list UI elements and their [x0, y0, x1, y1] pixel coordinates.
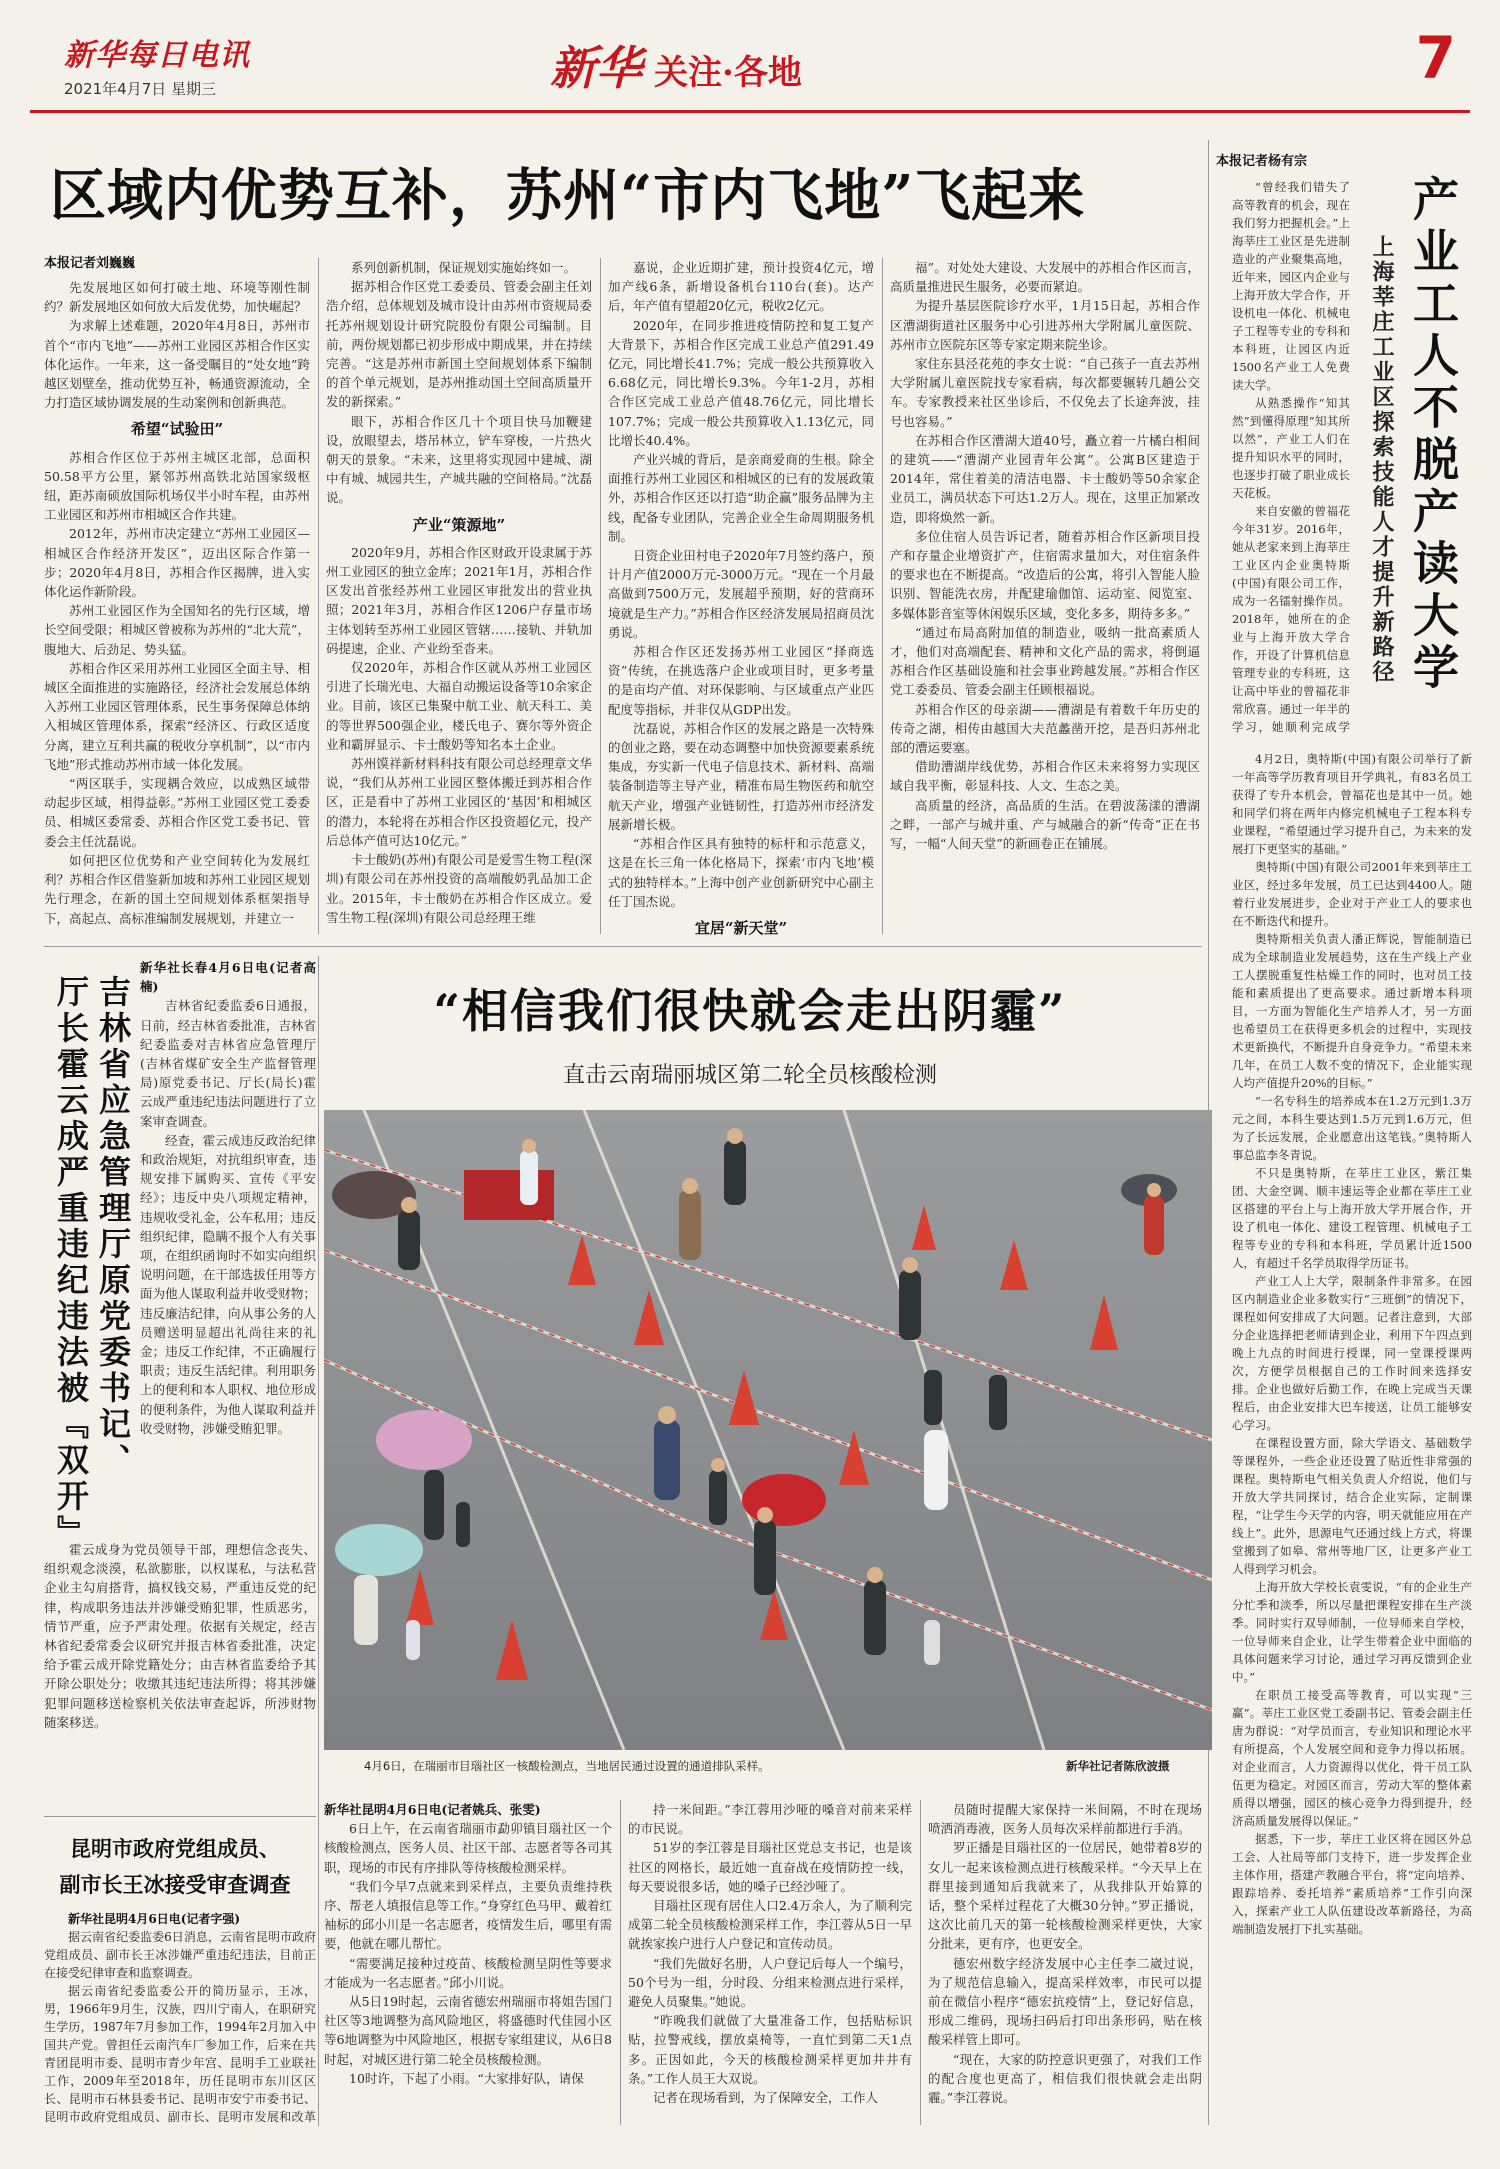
kunming-lead	[44, 1910, 316, 1928]
paragraph: 经查，霍云成违反政治纪律和政治规矩，对抗组织审查，违规安排下属购买、宣传《平安经》；违反中央八项规定精神，违规收受礼金，公车私用；违反组织纪律，隐瞒不报个人有关事项，在组织函询时不如实向组织说明问题，在干部选拔任用等方面为他人谋取利益并收受财物；违反廉洁纪律，向从事公务的人员赠送明显超出礼尚往来的礼金；违反工作纪律，不正确履行职责；违反生活纪律。利用职务上的便利和本人职权、地位形成的便利条件，为他人谋取利益并收受财物，涉嫌受贿犯罪。	[140, 1132, 316, 1436]
col-divider	[882, 258, 883, 934]
col-divider	[600, 258, 601, 934]
paragraph: “我们今早7点就来到采样点，主要负责维持秩序、帮老人填报信息等工作。”身穿红色马甲、戴着红袖标的邱小川是一名志愿者，疫情发生后，哪里有需要，他就在哪儿帮忙。	[324, 1878, 612, 1952]
paragraph: 奥特斯(中国)有限公司2001年来到莘庄工业区，经过多年发展，员工已达到4400人。随着行业发展进步，企业对于产业工人的要求也在不断迭代和提升。	[1232, 860, 1472, 928]
photo-story-col-1	[324, 1800, 612, 2125]
paragraph: 德宏州数字经济发展中心主任李二崴过说，为了规范信息输入，提高采样效率，市民可以提前在微信小程序“德宏抗疫情”上，登记好信息，形成二维码，现场扫码后打印出条形码，贴在核酸采样管上即可。	[928, 1955, 1202, 2048]
jilin-paras-bottom	[44, 1540, 316, 1732]
paragraph: “曾经我们错失了高等教育的机会，现在我们努力把握机会。”上海莘庄工业区是先进制造业的产业聚集高地，近年来，园区内企业与上海开放大学合作，开设机电一体化、机械电子工程等专业的专科和本科班，让园区内近1500名产业工人免费读大学。	[1232, 180, 1350, 392]
col-divider	[620, 1800, 621, 2125]
jilin-col-top	[140, 958, 316, 1540]
subhead-trial-field: 希望“试验田”	[130, 420, 224, 439]
main-byline: 本报记者刘巍巍	[44, 256, 136, 271]
paragraph: 2020年，在同步推进疫情防控和复工复产大背景下，苏相合作区完成工业总产值291.49亿元，同比增长41.7%；完成一般公共预算收入6.68亿元，同比增长9.3%。今年1-2月，苏相合作区完成工业总产值48.76亿元，同比增长107.7%；完成一般公共预算收入1.13亿元，同比增长40.4%。	[608, 317, 874, 448]
side-subheadline: 上海莘庄工业区探索技能人才提升新路径	[1369, 235, 1395, 685]
paragraph: 高质量的经济，高品质的生活。在碧波荡漾的漕湖之畔，一部产与城并重、产与城融合的新“传奇”正在书写，一幅“人间天堂”的新画卷正在铺展。	[890, 797, 1200, 852]
main-headline: 区域内优势互补，苏州“市内飞地”飞起来	[50, 163, 1086, 229]
paragraph: “现在，大家的防控意识更强了，对我们工作的配合度也更高了，相信我们很快就会走出阴霾。”李江蓉说。	[928, 2051, 1202, 2106]
side-byline: 本报记者杨有宗	[1216, 154, 1308, 169]
col-divider	[318, 956, 319, 2126]
main-col-2	[326, 258, 592, 938]
page-number: 7	[1415, 24, 1456, 92]
section-divider	[44, 1816, 316, 1817]
jilin-dateline: 新华社长春4月6日电(记者高楠)	[140, 960, 316, 995]
paragraph: 眼下，苏相合作区几十个项目快马加鞭建设，放眼望去，塔吊林立，铲车穿梭，一片热火朝天的景象。“未来，这里将实现园中建城、湖中有城、城园共生，产城共融的空间格局。”沈磊说。	[326, 413, 592, 506]
side-headline: 产业工人不脱产读大学	[1406, 175, 1460, 695]
paragraph: 借助漕湖岸线优势，苏相合作区未来将努力实现区域自我平衡，彰显科技、人文、生态之美。	[890, 759, 1200, 794]
photo-story-dateline: 新华社昆明4月6日电(记者姚兵、张雯)	[324, 1802, 541, 1817]
col-divider	[318, 258, 319, 934]
paragraph: “我们先做好名册，人户登记后每人一个编号，50个号为一组，分时段、分组来检测点进行采样，避免人员聚集。”她说。	[628, 1955, 912, 2010]
paragraph: 多位住宿人员告诉记者，随着苏相合作区新项目投产和存量企业增资扩产，住宿需求量加大，对住宿条件的要求也在不断提高。“改造后的公寓，将引入智能人脸识别、智能洗衣房，并配建瑜伽馆、运动室、阅览室、多媒体影音室等休闲娱乐区域，变化多多，期待多多。”	[890, 528, 1200, 621]
paragraph: 据云南省纪委监委公开的简历显示，王冰，男，1966年9月生，汉族，四川宁南人，在职研究生学历，1987年7月参加工作，1994年2月加入中国共产党。曾担任云南汽车厂参加工作，后来在共青团昆明市委、昆明市青少年宫、昆明手工业联社工作，2009年至2018年，历任昆明市东川区区长、昆明市石林县委书记、昆明市安宁市委书记、昆明市政府党组成员、副市长、昆明市发展和改革	[44, 1984, 316, 2124]
paragraph: 卡士酸奶(苏州)有限公司是爱雪生物工程(深圳)有限公司在苏州投资的高端酸奶乳品加工企业。2015年，卡士酸奶在苏相合作区成立。爱雪生物工程(深圳)有限公司总经理王维	[326, 852, 592, 925]
kunming-title-line1: 昆明市政府党组成员、	[70, 1836, 280, 1861]
photo-story-subheadline: 直击云南瑞丽城区第二轮全员核酸检测	[562, 1063, 937, 1088]
subhead-industry-source: 产业“策源地”	[412, 515, 506, 534]
subhead-new-paradise: 宜居“新天堂”	[694, 918, 788, 937]
paragraph: 不只是奥特斯，在莘庄工业区，紫江集团、大金空调、顺丰速运等企业都在莘庄工业区搭建的平台上与上海开放大学开展合作，开设了机电一体化、建设工程管理、机械电子工程等专业的专科和本科班，学员累计近1500人，有超过千名学员取得学历证书。	[1232, 1166, 1472, 1270]
paragraph: 系列创新机制，保证规划实施始终如一。	[351, 260, 577, 275]
paragraph: 51岁的李江蓉是目瑙社区党总支书记，也是该社区的网格长，最近她一直奋战在疫情防控一线，每天要说很多话，她的嗓子已经沙哑了。	[628, 1840, 912, 1894]
masthead-brand-small: 新华每日电讯	[64, 38, 250, 73]
jilin-paras-top	[140, 996, 316, 1438]
paragraph: “昨晚我们就做了大量准备工作，包括贴标识贴，拉警戒线，摆放桌椅等，一直忙到第二天1点多。正因如此，今天的核酸检测采样更加井井有条。”工作人员王大双说。	[628, 2013, 912, 2086]
paragraph: 苏相合作区还发扬苏州工业园区“择商选资”传统，在挑选落户企业或项目时，更多考量的是亩均产值、对环保影响、与区域重点产业匹配度等指标，并非仅从GDP出发。	[608, 644, 874, 717]
kunming-title-line2: 副市长王冰接受审查调查	[59, 1872, 291, 1897]
paragraph: “需要满足接种过疫苗、核酸检测呈阴性等要求才能成为一名志愿者。”邱小川说。	[324, 1955, 612, 1990]
main-col2b-paras	[326, 543, 592, 927]
paragraph: 仅2020年，苏相合作区就从苏州工业园区引进了长瑞光电、大福自动搬运设备等10余家企业。目前，该区已集聚中航工业、航天科工、美的等世界500强企业，楼氏电子、赛尔等外资企业和霸屏显示、卡士酸奶等知名本土企业。	[326, 660, 592, 752]
paragraph: 苏州馍祥新材料科技有限公司总经理章文华说，“我们从苏州工业园区整体搬迁到苏相合作区，正是看中了苏州工业园区的‘基因’和相城区的潜力，本轮将在苏相合作区投资超亿元，投产后总体产值可达10亿元。”	[326, 756, 592, 848]
masthead	[30, 22, 1470, 112]
col-divider	[920, 1800, 921, 2125]
masthead-left	[64, 30, 250, 99]
photo-illustration	[324, 1110, 1212, 1750]
main-col3-paras	[608, 258, 874, 911]
paragraph: 在职员工接受高等教育，可以实现“三赢”。莘庄工业区党工委副书记、管委会副主任唐为群说：“对学员而言，专业知识和理论水平有所提高，个人发展空间和竞争力得以拓展。对企业而言，人力资源得以优化，骨干员工队伍更为稳定。对园区而言，劳动大军的整体素质得以增强，园区的核心竞争力得到提升，经济高质量发展得以保证。”	[1232, 1688, 1472, 1828]
paragraph: 从熟悉操作“知其然”到懂得原理“知其所以然”，产业工人们在提升知识水平的同时，也逐步打破了职业成长天花板。	[1232, 396, 1350, 500]
main-col4-paras	[890, 258, 1200, 853]
main-col-1	[44, 278, 310, 938]
paragraph: “通过布局高附加值的制造业，吸纳一批高素质人才，他们对高端配套、精神和文化产品的需求，将倒逼苏相合作区基础设施和社会事业跨越发展。”苏相合作区党工委委员、管委会副主任顾根福说。	[890, 624, 1200, 698]
paragraph: 为求解上述难题，2020年4月8日，苏州市首个“市内飞地”——苏州工业园区苏相合作区实体化运作。一年来，这一备受瞩目的“处女地”跨越区划壁垒，推动优势互补，畅通资源流动，全力打造区域协调发展的生动案例和创新典范。	[44, 318, 310, 411]
paragraph: 10时许，下起了小雨。“大家排好队，请保	[349, 2070, 584, 2086]
section-divider	[44, 946, 1202, 947]
paragraph: 家住东县泾花苑的李女士说：“自己孩子一直去苏州大学附属儿童医院找专家看病，每次都要辗转几趟公交车。专家教授来社区坐诊后，不仅免去了长途奔波，挂号也容易。”	[890, 356, 1200, 429]
masthead-center	[550, 32, 802, 98]
jilin-col-bottom	[44, 1540, 316, 1808]
paragraph: 持一米间距。”李江蓉用沙哑的嗓音对前来采样的市民说。	[628, 1802, 912, 1837]
masthead-section: 关注·各地	[654, 53, 802, 93]
paragraph: 日资企业田村电子2020年7月签约落户，预计月产值2000万元-3000万元。“现在一个月最高做到7500万元，发展超乎预期，好的营商环境就是生产力。”苏相合作区经济发展局招商员沈勇说。	[608, 548, 874, 640]
photo-caption: 4月6日，在瑞丽市目瑙社区一核酸检测点，当地居民通过设置的通道排队采样。	[364, 1759, 770, 1773]
kunming-col	[44, 1910, 316, 2125]
paragraph: 2020年9月，苏相合作区财政开设隶属于苏州工业园区的独立金库；2021年1月，苏相合作区发出首张经苏州工业园区审批发出的营业执照；2021年3月，苏相合作区1206户存量市场主体划转至苏州工业园区管辖……接轨、并轨加码提速，企业、产业纷至沓来。	[326, 544, 592, 656]
masthead-date: 2021年4月7日 星期三	[64, 80, 217, 98]
paragraph: 据苏相合作区党工委委员、管委会副主任刘浩介绍，总体规划及城市设计由苏州市资规局委托苏州规划设计研究院股份有限公司编制。目前，两份规划都已初步形成中期成果，并在持续完善。“这是苏州市新国土空间规划体系下编制的首个单元规划，是苏州推动国土空间高质量开发的新探索。”	[326, 279, 592, 410]
side-col-narrow	[1232, 178, 1350, 738]
paragraph: 在苏相合作区漕湖大道40号，矗立着一片橘白相间的建筑——“漕湖产业园青年公寓”。公寓B区建造于2014年，常住着美的清洁电器、卡士酸奶等50余家企业员工，满员状态下可达1.2万人。现在，这里正加紧改造，即将焕然一新。	[890, 432, 1200, 525]
paragraph: 为提升基层医院诊疗水平，1月15日起，苏相合作区漕湖街道社区服务中心引进苏州大学附属儿童医院、苏州市立医院东区等专家定期来院坐诊。	[890, 298, 1200, 352]
paragraph: 如何把区位优势和产业空间转化为发展红利？苏相合作区借鉴新加坡和苏州工业园区规划先行理念，在新的国土空间规划体系框架指导下，高起点、高标准编制发展规划，并建立一	[44, 852, 310, 926]
paragraph: 在课程设置方面，除大学语文、基础数学等课程外，一些企业还设置了贴近性非常强的课程。奥特斯电气相关负责人介绍说，他们与开放大学共同探讨，结合企业实际，定制课程，“让学生今天学的内容，明天就能应用在产线上”。此外，思源电气还通过线上方式，将课堂搬到了如皋、常州等地厂区，让更多产业工人得到学习机会。	[1232, 1436, 1472, 1576]
paragraph: 记者在现场看到，为了保障安全，工作人	[653, 2090, 879, 2106]
paragraph: 福”。对处处大建设、大发展中的苏相合作区而言，高质量推进民生服务，必要而紧迫。	[890, 260, 1200, 295]
photo-story-col-2	[628, 1800, 912, 2125]
main-col1b-paras	[44, 448, 310, 928]
main-col-4	[890, 258, 1200, 938]
masthead-rule	[30, 110, 1470, 113]
side-col-wide-paras	[1232, 750, 1472, 1938]
paragraph: “一名专科生的培养成本在1.2万元到1.3万元之间，本科生要达到1.5万元到1.6万元，但为了长远发展，企业愿意出这笔钱。”奥特斯人事总监李冬青说。	[1232, 1094, 1472, 1162]
jilin-title-line1: 吉林省应急管理厅原党委书记、	[94, 975, 132, 1479]
paragraph: 苏州工业园区作为全国知名的先行区域，增长空间受限；相城区曾被称为苏州的“北大荒”，腹地大、后劲足、势头猛。	[44, 603, 310, 657]
jilin-title-line2: 厅长霍云成严重违纪违法被『双开』	[52, 975, 90, 1551]
photo-col-b-paras	[628, 1800, 912, 2107]
paragraph: 从5日19时起，云南省德宏州瑞丽市将姐告国门社区等3地调整为高风险地区，将盛德时代佳园小区等6地调整为中风险地区，根据专家组建议，从6日8时起，对城区进行第二轮全员核酸检测。	[324, 1994, 612, 2067]
main-col2-paras	[326, 258, 592, 508]
paragraph: 沈磊说，苏相合作区的发展之路是一次特殊的创业之路，要在动态调整中加快资源要素系统集成，夯实新一代电子信息技术、新材料、高端装备制造等主导产业，精准布局生物医药和航空航天产业，增强产业链韧性，打造苏州市经济发展新增长极。	[608, 720, 874, 832]
main-col1-paras	[44, 278, 310, 412]
paragraph: 奥特斯相关负责人潘正辉说，智能制造已成为全球制造业发展趋势，这在生产线上产业工人摆脱重复性枯燥工作的同时，也对员工技能和素质提出了更高要求。通过新增本科项目，一方面为智能化生产培养人才，另一方面也希望员工在获得更多机会的过程中，实现技术更新换代，不断提升自身竞争力。“希望未来几年，在员工人数不变的情况下，企业能实现人均产值提升20%的目标。”	[1232, 932, 1472, 1090]
photo-col-c-paras	[928, 1800, 1202, 2107]
paragraph: 来自安徽的曾福花今年31岁。2016年，她从老家来到上海莘庄工业区内企业奥特斯(中国)有限公司工作，成为一名镭射操作员。2018年，她所在的企业与上海开放大学合作，开设了计算机信息管理专业的专科班，这让高中毕业的曾福花非常欣喜。通过一年半的学习，她顺利完成学	[1232, 504, 1350, 734]
paragraph: 产业工人上大学，限制条件非常多。在园区内制造业企业多数实行“三班倒”的情况下，课程如何安排成了大问题。记者注意到，大部分企业选择把老师请到企业，利用下午四点到晚上九点的时间进行授课，同一堂课授课两次，方便学员根据自己的工作时间来选择安排。企业也做好后勤工作，在晚上完成当天课程后，由企业安排大巴车接送，让员工能够安心学习。	[1232, 1274, 1472, 1432]
paragraph: 员随时提醒大家保持一米间隔，不时在现场喷洒消毒液，医务人员每次采样前都进行手消。	[928, 1802, 1202, 1837]
kunming-dateline: 新华社昆明4月6日电(记者字强)	[68, 1912, 241, 1926]
paragraph: 6日上午，在云南省瑞丽市勐卯镇目瑙社区一个核酸检测点，医务人员、社区干部、志愿者等各司其职，现场的市民有序排队等待核酸检测采样。	[324, 1821, 612, 1875]
news-photo	[324, 1110, 1212, 1750]
kunming-paras	[44, 1928, 316, 2125]
paragraph: 嘉说，企业近期扩建，预计投资4亿元，增加产线6条，新增设备机台110台(套)。达产后，年产值有望超20亿元，税收2亿元。	[608, 260, 874, 314]
paragraph: 苏相合作区采用苏州工业园区全面主导、相城区全面推进的实施路径，经济社会发展总体纳入苏州工业园区管理体系，民生事务保障总体纳入相城区管理体系，探索“经济区、行政区适度分离，建立互利共赢的税收分享机制”，以“市内飞地”形式推动苏州市域一体化发展。	[44, 660, 310, 772]
photo-credit: 新华社记者陈欣波摄	[1066, 1759, 1170, 1773]
paragraph: 据云南省纪委监委6日消息，云南省昆明市政府党组成员、副市长王冰涉嫌严重违纪违法，目前正在接受纪律审查和监察调查。	[44, 1930, 316, 1980]
paragraph: 先发展地区如何打破土地、环境等刚性制约？新发展地区如何放大后发优势，加快崛起？	[44, 280, 310, 315]
photo-story-col-3	[928, 1800, 1202, 2125]
paragraph: 罗正播是目瑙社区的一位居民，她带着8岁的女儿一起来该检测点进行核酸采样。“今天早上在群里接到通知后我就来了，从我排队开始算的话，整个采样过程花了大概30分钟。”罗正播说，这次比前几天的第一轮核酸检测采样更快，大家分批来，更有序，也更安全。	[928, 1840, 1202, 1952]
paragraph: “两区联手，实现耦合效应，以成熟区域带动起步区域，相得益彰。”苏州工业园区党工委委员、相城区委常委、苏相合作区党工委书记、管委会主任沈磊说。	[44, 776, 310, 849]
paragraph: 苏相合作区位于苏州主城区北部，总面积50.58平方公里，紧邻苏州高铁北站国家级枢纽，距苏南硕放国际机场仅半小时车程，由苏州工业园区和苏州市相城区合作共建。	[44, 449, 310, 523]
photo-story-headline: “相信我们很快就会走出阴霾”	[433, 984, 1067, 1038]
paragraph: “苏相合作区具有独特的标杆和示范意义，这是在长三角一体化格局下，探索‘市内飞地’模式的独特样本。”上海中创产业创新研究中心副主任丁国杰说。	[608, 836, 874, 909]
paragraph: 霍云成身为党员领导干部，理想信念丧失、组织观念淡漠，私欲膨胀，以权谋私，与法私营企业主勾肩搭背，搞权钱交易，严重违反党的纪律，构成职务违法并涉嫌受贿犯罪，性质恶劣，情节严重，应予严肃处理。依据有关规定，经吉林省纪委常委会议研究并报吉林省委批准，决定给予霍云成开除党籍处分；由吉林省监委给予其开除公职处分；收缴其违纪违法所得；将其涉嫌犯罪问题移送检察机关依法审查起诉，所涉财物随案移送。	[44, 1542, 316, 1730]
side-col-wide	[1232, 750, 1472, 2125]
side-col-narrow-paras	[1232, 178, 1350, 738]
paragraph: 据悉，下一步，莘庄工业区将在园区外总工会、人社局等部门支持下，进一步发挥企业主体作用，搭建产教融合平台，将“定向培养、跟踪培养、委托培养”素质培养”工作引向深入，探索产业工人队伍建设改革新路径，为高端制造发展打下扎实基础。	[1232, 1832, 1472, 1936]
paragraph: 上海开放大学校长袁雯说，“有的企业生产分忙季和淡季，所以尽量把课程安排在生产淡季。同时实行双导师制，一位导师来自学校，一位导师来自企业，让学生带着企业中面临的具体问题来学习讨论，通过学习再反馈到企业中。”	[1232, 1580, 1472, 1684]
paragraph: 4月2日，奥特斯(中国)有限公司举行了新一年高等学历教育项目开学典礼，有83名员工获得了专升本机会，曾福花也是其中一员。她和同学们将在两年内修完机械电子工程本科专业课程，“希望通过学习提升自己，为未来的发展打下更坚实的基础。”	[1232, 752, 1472, 856]
paragraph: 苏相合作区的母亲湖——漕湖是有着数千年历史的传奇之湖，相传由越国大夫范蠡凿开挖，是吾归苏州北部的漕运要塞。	[890, 701, 1200, 756]
paragraph: 吉林省纪委监委6日通报，日前，经吉林省委批准，吉林省纪委监委对吉林省应急管理厅(吉林省煤矿安全生产监督管理局)原党委书记、厅长(局长)霍云成严重违纪违法问题进行了立案审查调查。	[140, 998, 316, 1129]
masthead-brand-large: 新华	[550, 41, 642, 95]
paragraph: 2012年，苏州市决定建立“苏州工业园区—相城区合作经济开发区”，迈出区际合作第一步；2020年4月8日，苏相合作区揭牌，进入实体化运作新阶段。	[44, 526, 310, 600]
paragraph: 目瑙社区现有居住人口2.4万余人，为了顺利完成第二轮全员核酸检测采样工作，李江蓉从5日一早就挨家挨户进行人户登记和宣传动员。	[628, 1898, 912, 1952]
paragraph: 产业兴城的背后，是亲商爱商的生根。除全面推行苏州工业园区和相城区的已有的发展政策外，苏相合作区还以打造“助企赢”服务品牌为主线，配备专业团队，完善企业全生命周期服务机制。	[608, 452, 874, 544]
photo-col-a-paras	[324, 1819, 612, 2088]
main-col-3	[608, 258, 874, 938]
